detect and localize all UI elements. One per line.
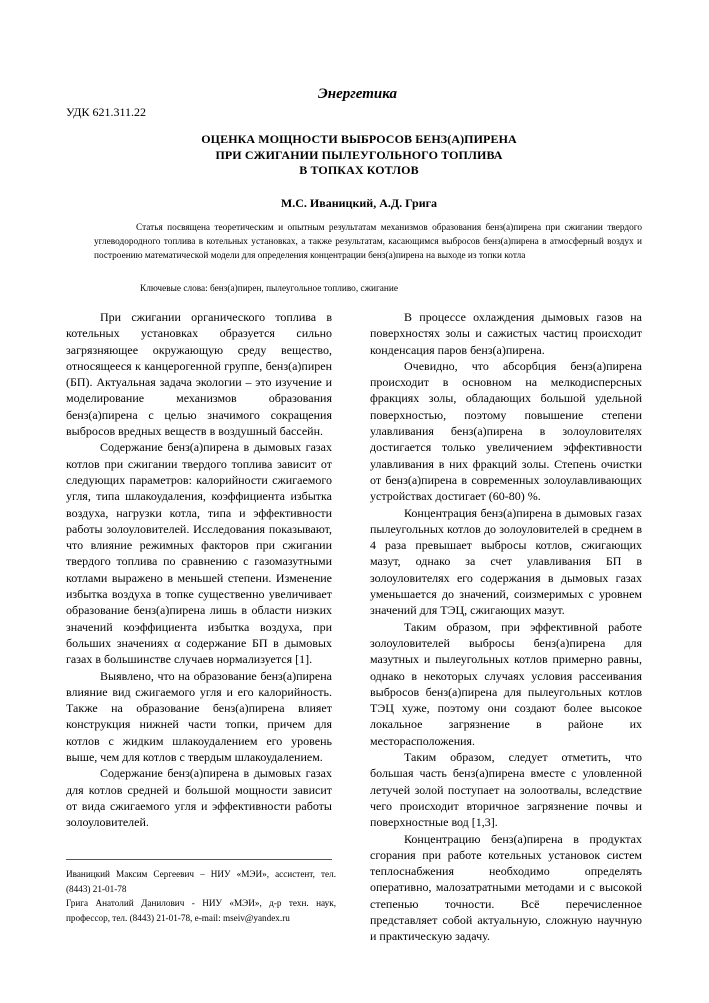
paragraph: Концентрация бенз(а)пирена в дымовых газах пылеугольных котлов до золоуловителей в среднем в 4 раза превышает выбросы котлов, сжигающих мазут, однако за счет улавливания БП в золоуловителях его содержания в дымовых газах уменьшается до значений, соизмеримых с уровнем значений для ТЭЦ, сжигающих мазут.	[370, 505, 642, 618]
right-column	[370, 309, 642, 945]
author-footnotes	[66, 867, 336, 925]
journal-section-title: Энергетика	[318, 86, 397, 102]
article-abstract: Статья посвящена теоретическим и опытным результатам механизмов образования бенз(а)пирена при сжигании твердого углеводородного топлива в котельных установках, а также результатам, касающимся выбросов бенз(а)пирена в атмосферный воздух и построению математической модели для определения концентрации бенз(а)пирена на выходе из топки котла	[94, 223, 642, 261]
paragraph: Выявлено, что на образование бенз(а)пирена влияние вид сжигаемого угля и его калорийность. Также на образование бенз(а)пирена влияет конструкция нижней части топки, причем для котлов с жидким шлакоудалением его уровень выше, чем для котлов с твердым шлакоудалением.	[66, 668, 332, 765]
article-title-line: В ТОПКАХ КОТЛОВ	[299, 163, 419, 177]
paragraph: Таким образом, при эффективной работе золоуловителей выбросы бенз(а)пирена для мазутных и пылеугольных котлов примерно равны, однако в некоторых случаях условия рассеивания выбросов бенз(а)пирена для пылеугольных котлов ТЭЦ хуже, поэтому они создают более высокое локальное загрязнение в районе их месторасположения.	[370, 619, 642, 748]
udk-code: УДК 621.311.22	[66, 105, 147, 119]
paragraph: Таким образом, следует отметить, что большая часть бенз(а)пирена вместе с уловленной летучей золой поступает на золоотвалы, вследствие чего происходит вторичное загрязнение почвы и поверхностные вод [1,3].	[370, 750, 642, 830]
paragraph: Концентрацию бенз(а)пирена в продуктах сгорания при работе котельных установок систем теплоснабжения необходимо определять оперативно, малозатратными методами и с высокой степенью точности. Всё перечисленное представляет собой актуальную, сложную научную и практическую задачу.	[370, 831, 642, 944]
article-authors: М.С. Иваницкий, А.Д. Грига	[280, 196, 438, 210]
author-footnote: Грига Анатолий Данилович - НИУ «МЭИ», д-р техн. наук, профессор, тел. (8443) 21-01-78, e-mail: mseiv@yandex.ru	[66, 898, 336, 923]
paragraph: При сжигании органического топлива в котельных установках образуется сильно загрязняющее окружающую среду вещество, относящееся к канцерогенной группе, бенз(а)пирен (БП). Актуальная задача экологии – это изучение и моделирование механизмов образования бенз(а)пирена с целью значимого сокращения выбросов вредных веществ в воздушный бассейн.	[66, 310, 332, 439]
left-column	[66, 309, 332, 831]
paragraph: Содержание бенз(а)пирена в дымовых газах котлов при сжигании твердого топлива зависит от следующих параметров: калорийности сжигаемого угля, типа шлакоудаления, коэффициента избытка воздуха, нагрузки котла, типа и эффективности работы золоуловителей. Исследования показывают, что влияние режимных факторов при сжигании твердого топлива по сравнению с газомазутными котлами выражено в меньшей степени. Изменение избытка воздуха в топке существенно увеличивает образование бенз(а)пирена лишь в области низких значений коэффициента избытка воздуха, при больших значениях α содержание БП в дымовых газах в большинстве случаев нормализуется [1].	[66, 440, 332, 667]
article-title-line: ОЦЕНКА МОЩНОСТИ ВЫБРОСОВ БЕНЗ(А)ПИРЕНА	[201, 132, 517, 146]
paragraph: Очевидно, что абсорбция бенз(а)пирена происходит в основном на мелкодисперсных фракциях золы, обладающих большой удельной поверхностью, поэтому повышение степени улавливания бенз(а)пирена в золоуловителях достигается только увеличением эффективности улавливания в них фракций золы. Степень очистки от бенз(а)пирена в современных золоулавливающих устройствах достигает (60-80) %.	[370, 358, 642, 504]
paragraph: В процессе охлаждения дымовых газов на поверхностях золы и сажистых частиц происходит конденсация паров бенз(а)пирена.	[370, 310, 642, 357]
footnote-divider	[66, 859, 332, 860]
article-keywords: Ключевые слова: бенз(а)пирен, пылеугольное топливо, сжигание	[140, 284, 399, 294]
author-footnote: Иваницкий Максим Сергеевич – НИУ «МЭИ», ассистент, тел. (8443) 21-01-78	[66, 869, 336, 894]
paragraph: Содержание бенз(а)пирена в дымовых газах для котлов средней и большой мощности зависит от вида сжигаемого угля и эффективности работы золоуловителей.	[66, 766, 332, 830]
article-title	[66, 132, 652, 179]
article-title-line: ПРИ СЖИГАНИИ ПЫЛЕУГОЛЬНОГО ТОПЛИВА	[215, 147, 503, 162]
